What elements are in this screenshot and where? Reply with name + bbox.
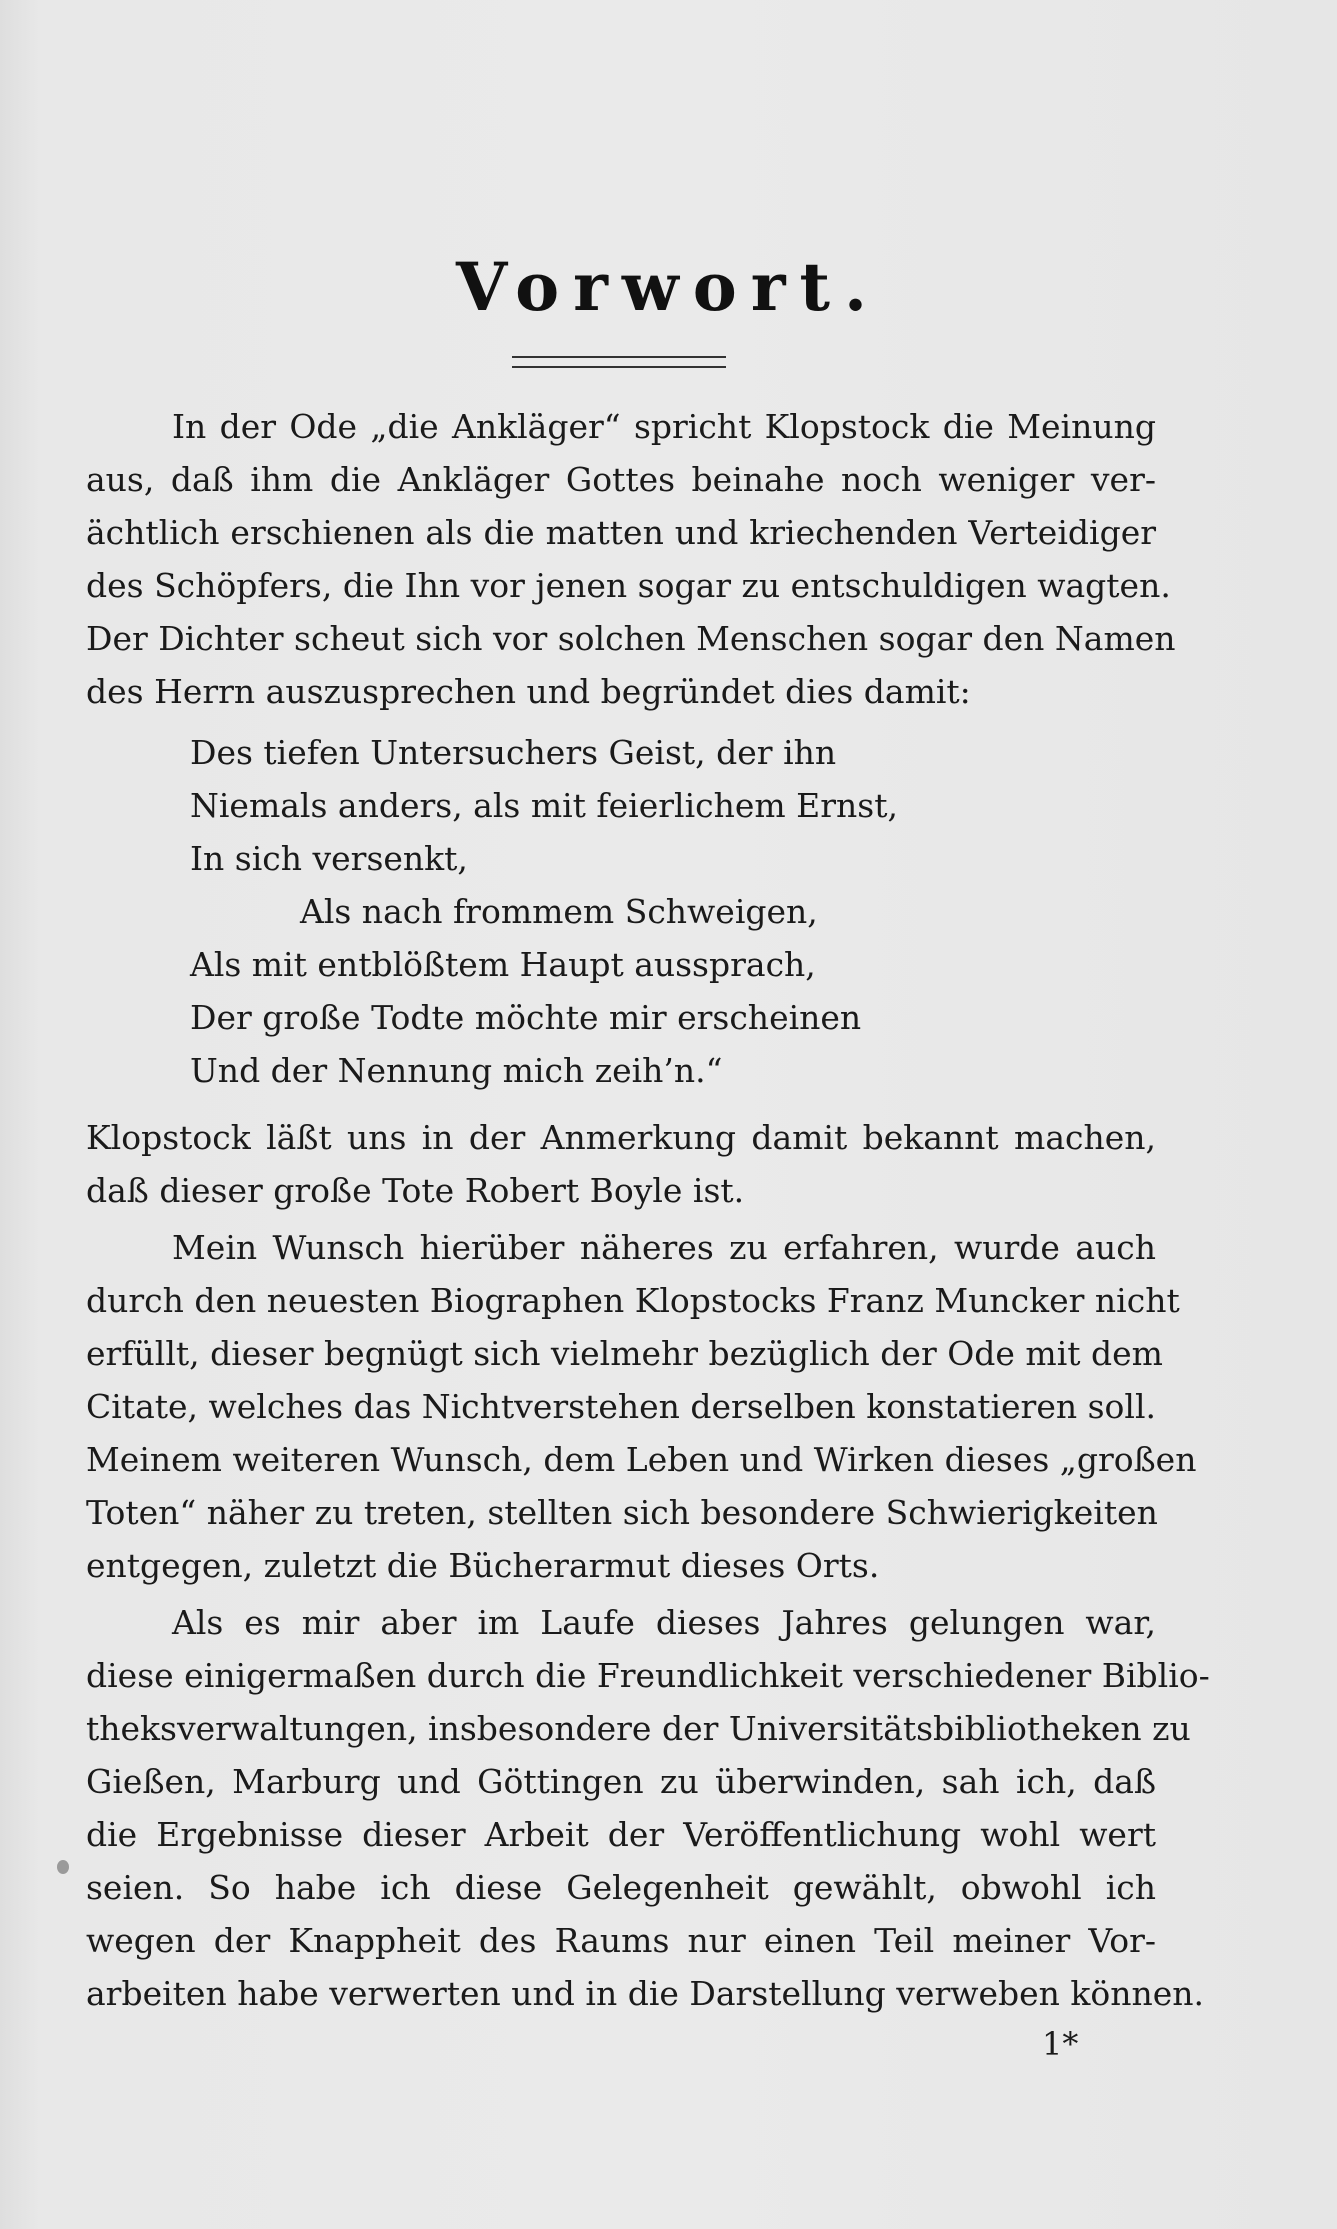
text-line: Meinem weiteren Wunsch, dem Leben und Wirken dieses „großen (86, 1440, 1197, 1479)
text-line: daß dieser große Tote Robert Boyle ist. (86, 1171, 745, 1210)
text-line: die Ergebnisse dieser Arbeit der Veröffentlichung wohl wert (86, 1815, 1156, 1854)
poem-line: Und der Nennung mich zeih’n.“ (190, 1051, 723, 1090)
poem-line: Als mit entblößtem Haupt aussprach, (190, 945, 816, 984)
text-line: Als es mir aber im Laufe dieses Jahres gelungen war, (172, 1603, 1156, 1642)
text-line: Citate, welches das Nichtverstehen derselben konstatieren soll. (86, 1387, 1157, 1426)
text-line: Gießen, Marburg und Göttingen zu überwinden, sah ich, daß (86, 1762, 1156, 1801)
text-line: Mein Wunsch hierüber näheres zu erfahren, wurde auch (172, 1228, 1156, 1267)
title-double-rule (512, 356, 726, 368)
text-line: wegen der Knappheit des Raums nur einen Teil meiner Vor- (86, 1921, 1156, 1960)
text-line: Der Dichter scheut sich vor solchen Menschen sogar den Namen (86, 619, 1176, 658)
poem-line: Als nach frommem Schweigen, (300, 892, 818, 931)
poem-line: Niemals anders, als mit feierlichem Ernst, (190, 786, 898, 825)
text-line: entgegen, zuletzt die Bücherarmut dieses Orts. (86, 1546, 880, 1585)
ink-smudge (57, 1860, 69, 1874)
text-line: seien. So habe ich diese Gelegenheit gewählt, obwohl ich (86, 1868, 1156, 1907)
page-number: 1* (1042, 2025, 1079, 2063)
text-line: diese einigermaßen durch die Freundlichkeit verschiedener Biblio- (86, 1656, 1210, 1695)
text-line: Toten“ näher zu treten, stellten sich besondere Schwierigkeiten (86, 1493, 1158, 1532)
page-title: Vorwort. (455, 248, 882, 326)
text-line: theksverwaltungen, insbesondere der Universitätsbibliotheken zu (86, 1709, 1191, 1748)
text-line: ächtlich erschienen als die matten und kriechenden Verteidiger (86, 513, 1156, 552)
text-line: Klopstock läßt uns in der Anmerkung damit bekannt machen, (86, 1118, 1156, 1157)
poem-line: Der große Todte möchte mir erscheinen (190, 998, 862, 1037)
text-line: erfüllt, dieser begnügt sich vielmehr bezüglich der Ode mit dem (86, 1334, 1163, 1373)
text-line: des Herrn auszusprechen und begründet dies damit: (86, 672, 971, 711)
poem-line: Des tiefen Untersuchers Geist, der ihn (190, 733, 837, 772)
text-line: des Schöpfers, die Ihn vor jenen sogar zu entschuldigen wagten. (86, 566, 1171, 605)
text-line: arbeiten habe verwerten und in die Darstellung verweben können. (86, 1974, 1205, 2013)
poem-line: In sich versenkt, (190, 839, 468, 878)
text-line: aus, daß ihm die Ankläger Gottes beinahe noch weniger ver- (86, 460, 1156, 499)
text-line: durch den neuesten Biographen Klopstocks Franz Muncker nicht (86, 1281, 1180, 1320)
text-line: In der Ode „die Ankläger“ spricht Klopstock die Meinung (172, 407, 1156, 446)
